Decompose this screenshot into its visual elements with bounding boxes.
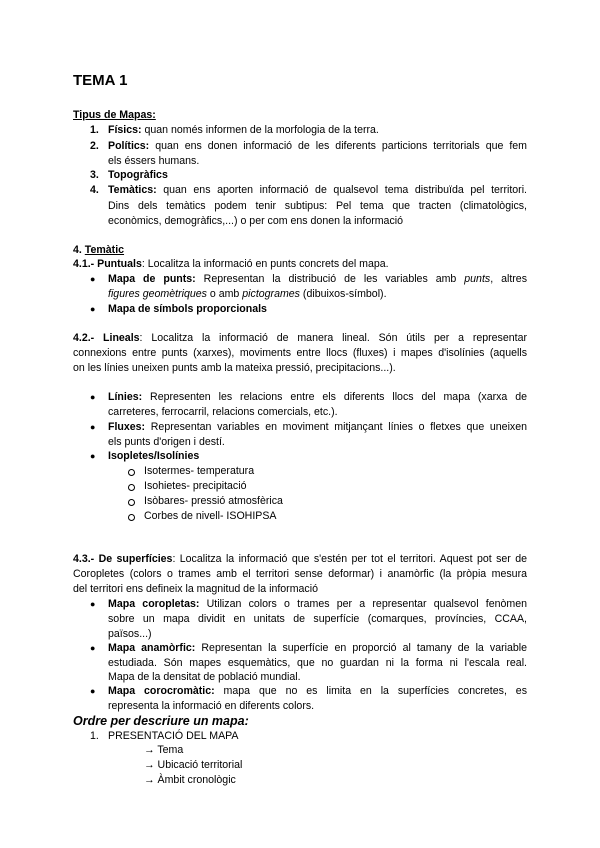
list-item: Línies: Representen les relacions entre els diferents llocs del mapa (xarxa de bbox=[108, 391, 527, 403]
list-item bbox=[108, 183, 527, 198]
item-text: els punts d'origen i destí. bbox=[108, 436, 225, 448]
list-item bbox=[108, 139, 527, 154]
term: Mapa de punts: bbox=[108, 273, 196, 285]
term: Mapa anamòrfic: bbox=[108, 642, 196, 654]
term: Mapa de símbols proporcionals bbox=[108, 303, 267, 315]
sub-list-item: → Àmbit cronològic bbox=[144, 774, 236, 786]
item-text: Dins dels temàtics podem tenir subtipus: Pel tema que tracten (climatològics, bbox=[108, 200, 527, 212]
item-text: Mapa de la densitat de població mundial. bbox=[108, 671, 301, 683]
section-superficies bbox=[73, 552, 527, 567]
circle-bullet-icon bbox=[128, 469, 135, 476]
term: Línies: bbox=[108, 391, 143, 403]
item-text: quan ens donen informació de les diferents particions territorials que fem bbox=[149, 140, 527, 152]
sub-list-item: Corbes de nivell- ISOHIPSA bbox=[144, 510, 277, 522]
circle-bullet-icon bbox=[128, 484, 135, 491]
section-text: del territori ens defineix la magnitud de la informació bbox=[73, 583, 318, 595]
item-text: carreteres, ferrocarril, relacions comercials, etc.). bbox=[108, 406, 338, 418]
item-text: econòmics, demogràfics,...) o per com ens donen la informació bbox=[108, 215, 403, 227]
section-label: 4.1.- Puntuals bbox=[73, 258, 142, 270]
list-item bbox=[108, 302, 267, 317]
bullet-icon: ● bbox=[90, 422, 96, 432]
sub-list-item: → Ubicació territorial bbox=[144, 759, 243, 771]
ordre-heading: Ordre per descriure un mapa: bbox=[73, 714, 249, 728]
circle-bullet-icon bbox=[128, 499, 135, 506]
list-number: 3. bbox=[90, 169, 99, 181]
sub-list-item: Isohietes- precipitació bbox=[144, 480, 247, 492]
tipus-heading: Tipus de Mapas: bbox=[73, 109, 156, 121]
item-text: quan ens aporten informació de qualsevol tema distribuïda pel territori. bbox=[156, 184, 527, 196]
list-item: Mapa corocromàtic: mapa que no es limita en la superfícies concretes, es bbox=[108, 685, 527, 697]
term: Topogràfics bbox=[108, 169, 168, 181]
list-item bbox=[108, 449, 199, 464]
bullet-icon: ● bbox=[90, 686, 96, 696]
term: Fluxes: bbox=[108, 421, 146, 433]
section-label: 4.3.- De superfícies bbox=[73, 553, 173, 565]
section-label: 4.2.- Lineals bbox=[73, 332, 140, 344]
list-item: Mapa coropletas: Utilizan colors o trames per a representar qualsevol fenòmen bbox=[108, 598, 527, 610]
list-item: Mapa de punts: Representan la distribució de les variables amb punts, altres bbox=[108, 273, 527, 285]
section-text: Coropletes (colors o trames amb el territori sense deformar) i anamòrfic (la pròpia mesura bbox=[73, 568, 527, 580]
circle-bullet-icon bbox=[128, 514, 135, 521]
item-text: els éssers humans. bbox=[108, 155, 200, 167]
bullet-icon: ● bbox=[90, 451, 96, 461]
item-text: quan només informen de la morfologia de la terra. bbox=[141, 124, 379, 136]
list-number: 1. bbox=[90, 730, 99, 742]
sub-list-item: → Tema bbox=[144, 744, 184, 756]
list-item bbox=[108, 123, 379, 138]
item-text: figures geomètriques o amb pictogrames (dibuixos-símbol). bbox=[108, 288, 387, 300]
term: Físics: bbox=[108, 124, 142, 136]
list-number: 4. bbox=[90, 184, 99, 196]
list-item: Fluxes: Representan variables en moviment mitjançant línies o fletxes que uneixen bbox=[108, 421, 527, 433]
term: Polítics: bbox=[108, 140, 150, 152]
document-title: TEMA 1 bbox=[73, 72, 128, 89]
item-text: països...) bbox=[108, 628, 152, 640]
list-item bbox=[108, 168, 168, 183]
item-text: sobre un mapa dividit en unitats de superfície (comarques, províncies, CCAA, bbox=[108, 613, 527, 625]
section-text: : Localitza la informació en punts concrets del mapa. bbox=[141, 258, 389, 270]
list-item: Mapa anamòrfic: Representan la superfície en proporció al tamany de la variable bbox=[108, 642, 527, 654]
section-text: : Localitza la informació de manera lineal. Són útils per a representar bbox=[139, 332, 527, 344]
bullet-icon: ● bbox=[90, 599, 96, 609]
bullet-icon: ● bbox=[90, 392, 96, 402]
bullet-icon: ● bbox=[90, 304, 96, 314]
tematic-heading: 4. Temàtic bbox=[73, 244, 125, 256]
item-text: estudiada. Són mapes esquemàtics, que no guardan ni la forma ni l'escala real. bbox=[108, 657, 527, 669]
term: Mapa coropletas: bbox=[108, 598, 200, 610]
term: Isopletes/Isolínies bbox=[108, 450, 200, 462]
bullet-icon: ● bbox=[90, 274, 96, 284]
section-puntuals bbox=[73, 257, 389, 272]
term: Mapa corocromàtic: bbox=[108, 685, 215, 697]
section-text: connexions entre punts (xarxes), moviments entre llocs (fluxes) i mapes d'isolínies (aquells bbox=[73, 347, 527, 359]
list-number: 2. bbox=[90, 140, 99, 152]
sub-list-item: Isòbares- pressió atmosfèrica bbox=[144, 495, 283, 507]
list-item: PRESENTACIÓ DEL MAPA bbox=[108, 730, 239, 742]
section-lineals bbox=[73, 331, 527, 346]
section-text: on les línies uneixen punts amb la mateixa pressió, precipitacions...). bbox=[73, 362, 396, 374]
bullet-icon: ● bbox=[90, 643, 96, 653]
section-text: : Localitza la informació que s'estén per tot el territori. Aquest pot ser de bbox=[172, 553, 527, 565]
item-text: representa la informació en diferents colors. bbox=[108, 700, 315, 712]
term: Temàtics: bbox=[108, 184, 157, 196]
list-number: 1. bbox=[90, 124, 99, 136]
sub-list-item: Isotermes- temperatura bbox=[144, 465, 255, 477]
